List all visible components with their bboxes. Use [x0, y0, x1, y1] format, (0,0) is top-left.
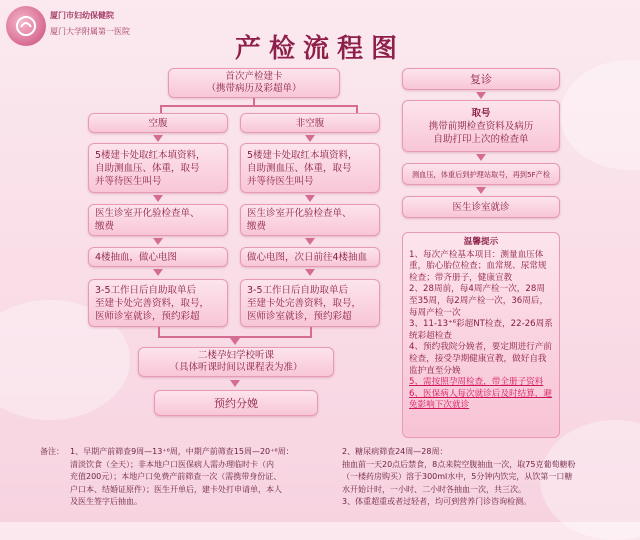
fasting-step-results: 3-5工作日后自助取单后 至建卡处完善资料，取号， 医师诊室就诊，预约彩超	[88, 279, 228, 327]
arrow-down-icon	[305, 135, 315, 142]
tips-item-highlight: 6、医保病人每次就诊后及时结算，避免影响下次就诊	[409, 388, 552, 411]
notes-left: 1、早期产前筛查9周—13⁺⁶周，中期产前筛查15周—20⁺⁶周： 清淡饮食（全天）；非本地户口医保病人需办理临时卡（内 充值200元）；本地户口免费产前筛查一次（需携带身份证、 户口本、结婚证原件）；医生开单后，建卡处打申请单，本人 及医生签字后抽血。	[70, 447, 294, 506]
tips-item: 3、11-13⁺⁶彩超NT检查，22-26周系统彩超检查	[409, 319, 553, 341]
hospital-name: 厦门市妇幼保健院	[50, 11, 114, 20]
arrow-down-icon	[305, 269, 315, 276]
arrow-down-icon	[476, 154, 486, 161]
nonfasting-step-register: 5楼建卡处取红本填资料， 自助测血压、体重，取号 并等待医生叫号	[240, 143, 380, 193]
connector-line	[160, 105, 358, 107]
connector-line	[356, 105, 358, 113]
tips-item: 2、28周前，每4周产检一次，28周至35周，每2周产检一次，36周后，每周产检一次	[409, 284, 549, 318]
tips-item: 4、预约我院分娩者，要定期进行产前检查，接受孕期健康宣教，做好自我监护直至分娩	[409, 342, 552, 376]
arrow-down-icon	[230, 380, 240, 387]
branch-nonfasting: 非空腹	[240, 113, 380, 133]
connector-line	[160, 105, 162, 113]
page-title: 产检流程图	[234, 34, 405, 64]
branch-fasting: 空腹	[88, 113, 228, 133]
arrow-down-icon	[153, 269, 163, 276]
tips-item: 1、每次产检基本项目：测量血压体重，胎心胎位检查；血常规、尿常规检查；带齐册子，健康宣教	[409, 249, 547, 283]
arrow-down-icon	[153, 238, 163, 245]
nonfasting-step-tests: 医生诊室开化验检查单、 缴费	[240, 204, 380, 236]
nonfasting-step-blood: 做心电图，次日前往4楼抽血	[240, 247, 380, 267]
tips-panel	[402, 232, 560, 438]
arrow-down-icon	[476, 92, 486, 99]
arrow-down-icon	[305, 195, 315, 202]
take-number-node	[402, 100, 560, 152]
arrow-down-icon	[153, 135, 163, 142]
fasting-step-blood: 4楼抽血，做心电图	[88, 247, 228, 267]
notes-label: 备注：	[40, 447, 64, 456]
notes-right: 2、糖尿病筛查24周—28周： 抽血前一天20点后禁食，8点来院空腹抽血一次，取75克葡萄糖粉 （一楼药房购买）溶于300ml水中，5分钟内饮完，从饮第一口糖 水开始计时，一小时、二小时各抽血一次，共三次。 3、体重超重或者过轻者，均可到营养门诊咨询检测。	[342, 447, 576, 506]
prenatal-school-node: 二楼孕妇学校听课 （具体听课时间以课程表为准）	[138, 347, 334, 377]
tips-item-highlight: 5、需按照孕周检查，带全册子资料	[409, 377, 544, 388]
clinic-visit-node: 医生诊室就诊	[402, 196, 560, 218]
delivery-booking-node: 预约分娩	[154, 390, 318, 416]
start-node: 首次产检建卡 （携带病历及彩超单）	[168, 68, 340, 98]
nonfasting-step-results: 3-5工作日后自助取单后 至建卡处完善资料，取号， 医师诊室就诊，预约彩超	[240, 279, 380, 327]
take-number-title: 取号	[471, 107, 491, 119]
take-number-body: 携带前期检查资料及病历 自助打印上次的检查单	[428, 120, 534, 145]
arrow-down-icon	[153, 195, 163, 202]
fasting-step-register: 5楼建卡处取红本填资料， 自助测血压、体重，取号 并等待医生叫号	[88, 143, 228, 193]
hospital-affiliation: 厦门大学附属第一医院	[50, 27, 130, 36]
arrow-down-icon	[305, 238, 315, 245]
tips-title: 温馨提示	[463, 237, 499, 247]
arrow-down-icon	[230, 338, 240, 345]
background-petal	[560, 60, 640, 170]
arrow-down-icon	[476, 187, 486, 194]
fasting-step-tests: 医生诊室开化验检查单、 缴费	[88, 204, 228, 236]
recheck-node: 复诊	[402, 68, 560, 90]
vitals-node: 测血压，体重后到护理站取号，再到5F产检	[402, 163, 560, 185]
